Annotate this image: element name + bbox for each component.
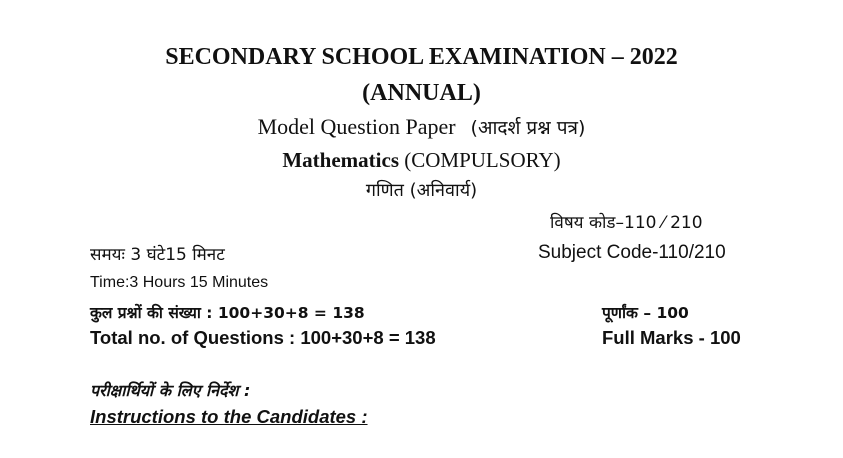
- paper-type-english: Model Question Paper: [257, 114, 456, 139]
- time-hindi: समयः 3 घंटे15 मिनट: [90, 245, 225, 265]
- subject-hindi: गणित (अनिवार्य): [365, 180, 478, 201]
- paper-type-line: [0, 114, 843, 140]
- exam-type: (ANNUAL): [362, 80, 481, 106]
- subject-line: [0, 148, 843, 173]
- time-english: Time:3 Hours 15 Minutes: [90, 274, 269, 291]
- instructions-heading-english: Instructions to the Candidates :: [90, 406, 368, 427]
- paper-type-hindi: (आदर्श प्रश्न पत्र): [470, 117, 586, 139]
- question-count-hindi: कुल प्रश्नों की संख्या : 100+30+8 = 138: [90, 304, 365, 322]
- subject-code-english: Subject Code-110/210: [538, 242, 726, 263]
- subject-qualifier: (COMPULSORY): [404, 148, 561, 172]
- question-count-english: Total no. of Questions : 100+30+8 = 138: [90, 327, 436, 348]
- exam-title: SECONDARY SCHOOL EXAMINATION – 2022: [165, 44, 678, 70]
- full-marks-english: Full Marks - 100: [602, 327, 741, 348]
- instructions-heading-hindi: परीक्षार्थियों के लिए निर्देश :: [90, 381, 251, 400]
- full-marks-hindi: पूर्णांक – 100: [602, 304, 689, 322]
- subject-name: Mathematics: [282, 148, 399, 172]
- subject-code-hindi: विषय कोड–110 ⁄ 210: [550, 213, 703, 233]
